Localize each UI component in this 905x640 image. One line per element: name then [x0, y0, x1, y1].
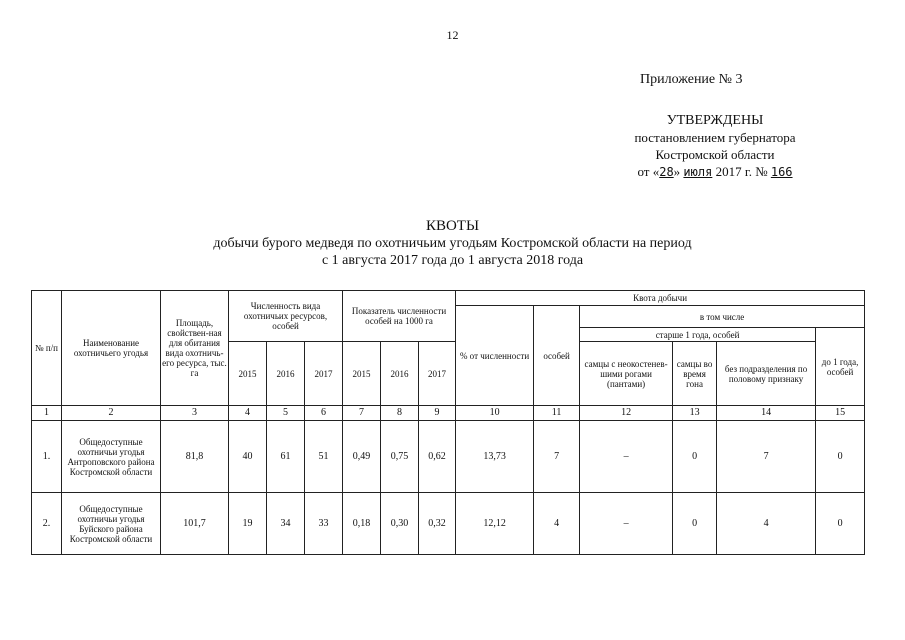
cell-density-2017: 0,32	[419, 493, 456, 555]
cell-individuals: 7	[534, 421, 580, 493]
column-number: 8	[381, 406, 419, 421]
cell-area: 101,7	[161, 493, 229, 555]
header-count: Численность вида охотничьих ресурсов, особей	[229, 291, 343, 342]
cell-name: Общедоступные охотничьи угодья Антроповского района Костромской области	[62, 421, 161, 493]
cell-density-2015: 0,18	[343, 493, 381, 555]
header-no: № п/п	[32, 291, 62, 406]
table-row	[32, 421, 865, 493]
cell-no: 2.	[32, 493, 62, 555]
header-under1: до 1 года, особей	[816, 328, 865, 406]
column-number: 10	[456, 406, 534, 421]
title-main: КВОТЫ	[425, 218, 480, 234]
cell-under1: 0	[816, 493, 865, 555]
appendix-label: Приложение № 3	[640, 72, 743, 87]
column-number: 14	[717, 406, 816, 421]
cell-density-2016: 0,75	[381, 421, 419, 493]
header-older: старше 1 года, особей	[580, 328, 816, 342]
column-number-row	[32, 406, 865, 421]
title-line-1: добычи бурого медведя по охотничьим угодьям Костромской области на период	[213, 236, 692, 251]
header-incl: в том числе	[580, 306, 865, 328]
cell-count-2017: 33	[305, 493, 343, 555]
header-count-2015: 2015	[229, 342, 267, 406]
header-males-rut: самцы во время гона	[673, 342, 717, 406]
approved-number: 166	[770, 165, 793, 179]
cell-under1: 0	[816, 421, 865, 493]
header-quota: Квота добычи	[456, 291, 865, 306]
approval-block	[600, 112, 830, 181]
cell-males-horns: –	[580, 493, 673, 555]
cell-count-2015: 19	[229, 493, 267, 555]
cell-individuals: 4	[534, 493, 580, 555]
cell-no-sex-division: 7	[717, 421, 816, 493]
document-title	[0, 218, 905, 269]
cell-count-2016: 34	[267, 493, 305, 555]
column-number: 4	[229, 406, 267, 421]
column-number: 12	[580, 406, 673, 421]
column-number: 2	[62, 406, 161, 421]
approved-month: июля	[683, 165, 713, 179]
cell-percent: 13,73	[456, 421, 534, 493]
cell-no: 1.	[32, 421, 62, 493]
page-number: 12	[446, 28, 459, 42]
header-density-2015: 2015	[343, 342, 381, 406]
header-no-sex-division: без подразделения по половому признаку	[717, 342, 816, 406]
column-number: 1	[32, 406, 62, 421]
column-number: 3	[161, 406, 229, 421]
header-males-horns: самцы с неокостенев-шими рогами (пантами)	[580, 342, 673, 406]
cell-males-rut: 0	[673, 421, 717, 493]
cell-density-2016: 0,30	[381, 493, 419, 555]
quota-table	[31, 290, 865, 555]
column-number: 6	[305, 406, 343, 421]
cell-area: 81,8	[161, 421, 229, 493]
header-individuals: особей	[534, 306, 580, 406]
cell-percent: 12,12	[456, 493, 534, 555]
column-number: 15	[816, 406, 865, 421]
cell-density-2015: 0,49	[343, 421, 381, 493]
column-number: 11	[534, 406, 580, 421]
cell-density-2017: 0,62	[419, 421, 456, 493]
title-line-2: с 1 августа 2017 года до 1 августа 2018 года	[321, 253, 584, 268]
cell-count-2017: 51	[305, 421, 343, 493]
column-number: 9	[419, 406, 456, 421]
approved-line-2: Костромской области	[655, 147, 775, 162]
header-density-2016: 2016	[381, 342, 419, 406]
header-area: Площадь, свойствен-ная для обитания вида охотничь-его ресурса, тыс. га	[161, 291, 229, 406]
column-number: 7	[343, 406, 381, 421]
cell-count-2016: 61	[267, 421, 305, 493]
header-density: Показатель численности особей на 1000 га	[343, 291, 456, 342]
column-number: 13	[673, 406, 717, 421]
header-percent: % от численности	[456, 306, 534, 406]
header-count-2016: 2016	[267, 342, 305, 406]
header-count-2017: 2017	[305, 342, 343, 406]
header-name: Наименование охотничьего угодья	[62, 291, 161, 406]
table-row	[32, 493, 865, 555]
cell-males-rut: 0	[673, 493, 717, 555]
cell-name: Общедоступные охотничьи угодья Буйского района Костромской области	[62, 493, 161, 555]
cell-no-sex-division: 4	[717, 493, 816, 555]
approved-heading: УТВЕРЖДЕНЫ	[666, 113, 764, 128]
approved-date-line: от «28» июля 2017 г. № 166	[637, 164, 793, 179]
approved-day: 28	[659, 165, 674, 179]
cell-males-horns: –	[580, 421, 673, 493]
header-density-2017: 2017	[419, 342, 456, 406]
cell-count-2015: 40	[229, 421, 267, 493]
column-number: 5	[267, 406, 305, 421]
approved-line-1: постановлением губернатора	[634, 130, 796, 145]
